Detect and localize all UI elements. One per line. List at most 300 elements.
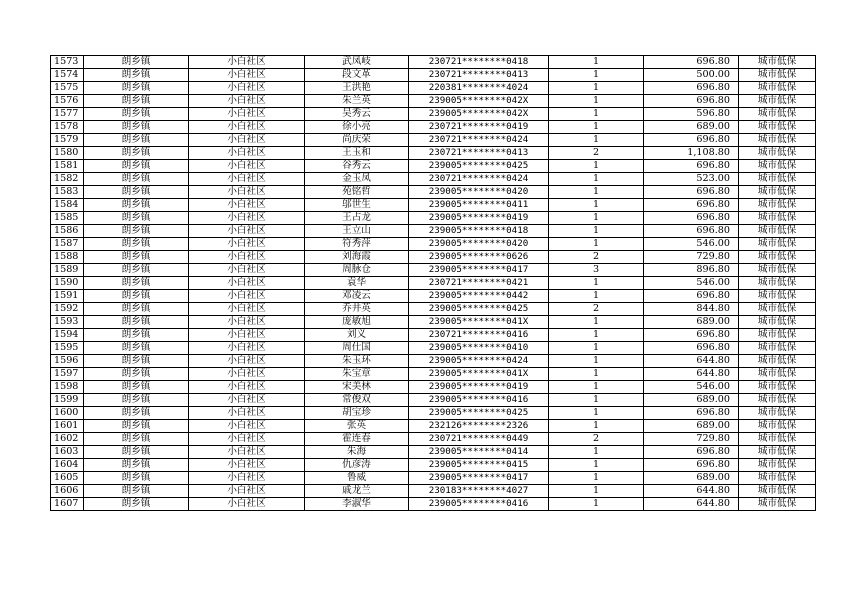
amount-cell: 689.00 <box>644 394 739 407</box>
household-count-cell: 1 <box>549 355 644 368</box>
amount-cell: 696.80 <box>644 186 739 199</box>
town-cell: 朗乡镇 <box>84 225 189 238</box>
amount-cell: 696.80 <box>644 225 739 238</box>
household-count-cell: 2 <box>549 251 644 264</box>
id-number-cell: 230721********0424 <box>409 173 549 186</box>
table-row <box>51 485 816 498</box>
amount-cell: 696.80 <box>644 290 739 303</box>
amount-cell: 689.00 <box>644 420 739 433</box>
assistance-type-cell: 城市低保 <box>739 368 816 381</box>
assistance-type-cell: 城市低保 <box>739 381 816 394</box>
town-cell: 朗乡镇 <box>84 238 189 251</box>
name-cell: 袁华 <box>305 277 409 290</box>
assistance-type-cell: 城市低保 <box>739 147 816 160</box>
row-number-cell: 1600 <box>51 407 84 420</box>
row-number-cell: 1578 <box>51 121 84 134</box>
town-cell: 朗乡镇 <box>84 95 189 108</box>
town-cell: 朗乡镇 <box>84 472 189 485</box>
household-count-cell: 1 <box>549 446 644 459</box>
row-number-cell: 1597 <box>51 368 84 381</box>
id-number-cell: 230721********0419 <box>409 121 549 134</box>
assistance-type-cell: 城市低保 <box>739 134 816 147</box>
assistance-type-cell: 城市低保 <box>739 316 816 329</box>
id-number-cell: 230183********4027 <box>409 485 549 498</box>
amount-cell: 644.80 <box>644 355 739 368</box>
row-number-cell: 1586 <box>51 225 84 238</box>
community-cell: 小白社区 <box>189 199 305 212</box>
assistance-type-cell: 城市低保 <box>739 329 816 342</box>
name-cell: 谷秀云 <box>305 160 409 173</box>
town-cell: 朗乡镇 <box>84 329 189 342</box>
town-cell: 朗乡镇 <box>84 147 189 160</box>
community-cell: 小白社区 <box>189 420 305 433</box>
table-row <box>51 355 816 368</box>
town-cell: 朗乡镇 <box>84 173 189 186</box>
id-number-cell: 239005********0416 <box>409 394 549 407</box>
household-count-cell: 2 <box>549 147 644 160</box>
community-cell: 小白社区 <box>189 264 305 277</box>
town-cell: 朗乡镇 <box>84 303 189 316</box>
household-count-cell: 1 <box>549 498 644 511</box>
amount-cell: 696.80 <box>644 56 739 69</box>
id-number-cell: 239005********0410 <box>409 342 549 355</box>
assistance-type-cell: 城市低保 <box>739 394 816 407</box>
id-number-cell: 220381********4024 <box>409 82 549 95</box>
row-number-cell: 1573 <box>51 56 84 69</box>
table-row <box>51 121 816 134</box>
amount-cell: 1,108.80 <box>644 147 739 160</box>
household-count-cell: 1 <box>549 238 644 251</box>
household-count-cell: 1 <box>549 394 644 407</box>
household-count-cell: 1 <box>549 186 644 199</box>
table-row <box>51 316 816 329</box>
community-cell: 小白社区 <box>189 95 305 108</box>
row-number-cell: 1583 <box>51 186 84 199</box>
id-number-cell: 239005********0425 <box>409 303 549 316</box>
amount-cell: 644.80 <box>644 368 739 381</box>
community-cell: 小白社区 <box>189 381 305 394</box>
row-number-cell: 1581 <box>51 160 84 173</box>
town-cell: 朗乡镇 <box>84 498 189 511</box>
amount-cell: 729.80 <box>644 251 739 264</box>
id-number-cell: 239005********041X <box>409 316 549 329</box>
table-row <box>51 277 816 290</box>
town-cell: 朗乡镇 <box>84 69 189 82</box>
amount-cell: 696.80 <box>644 95 739 108</box>
household-count-cell: 1 <box>549 108 644 121</box>
name-cell: 周脉仓 <box>305 264 409 277</box>
community-cell: 小白社区 <box>189 303 305 316</box>
table-row <box>51 368 816 381</box>
table-row <box>51 108 816 121</box>
amount-cell: 689.00 <box>644 472 739 485</box>
id-number-cell: 239005********0417 <box>409 472 549 485</box>
community-cell: 小白社区 <box>189 186 305 199</box>
name-cell: 段文革 <box>305 69 409 82</box>
amount-cell: 696.80 <box>644 199 739 212</box>
assistance-type-cell: 城市低保 <box>739 186 816 199</box>
id-number-cell: 230721********0416 <box>409 329 549 342</box>
row-number-cell: 1605 <box>51 472 84 485</box>
amount-cell: 523.00 <box>644 173 739 186</box>
household-count-cell: 1 <box>549 407 644 420</box>
amount-cell: 696.80 <box>644 446 739 459</box>
name-cell: 金玉凤 <box>305 173 409 186</box>
household-count-cell: 1 <box>549 316 644 329</box>
household-count-cell: 1 <box>549 368 644 381</box>
community-cell: 小白社区 <box>189 290 305 303</box>
town-cell: 朗乡镇 <box>84 355 189 368</box>
assistance-type-cell: 城市低保 <box>739 342 816 355</box>
household-count-cell: 1 <box>549 485 644 498</box>
amount-cell: 689.00 <box>644 316 739 329</box>
amount-cell: 696.80 <box>644 459 739 472</box>
community-cell: 小白社区 <box>189 82 305 95</box>
household-count-cell: 1 <box>549 381 644 394</box>
community-cell: 小白社区 <box>189 147 305 160</box>
town-cell: 朗乡镇 <box>84 56 189 69</box>
household-count-cell: 1 <box>549 134 644 147</box>
town-cell: 朗乡镇 <box>84 407 189 420</box>
household-count-cell: 1 <box>549 173 644 186</box>
name-cell: 霍连春 <box>305 433 409 446</box>
table-row <box>51 420 816 433</box>
table-row <box>51 212 816 225</box>
household-count-cell: 1 <box>549 82 644 95</box>
name-cell: 张英 <box>305 420 409 433</box>
assistance-type-cell: 城市低保 <box>739 472 816 485</box>
town-cell: 朗乡镇 <box>84 186 189 199</box>
name-cell: 刘义 <box>305 329 409 342</box>
town-cell: 朗乡镇 <box>84 134 189 147</box>
assistance-type-cell: 城市低保 <box>739 56 816 69</box>
name-cell: 刘海霞 <box>305 251 409 264</box>
table-row <box>51 329 816 342</box>
amount-cell: 696.80 <box>644 82 739 95</box>
assistance-type-cell: 城市低保 <box>739 82 816 95</box>
row-number-cell: 1602 <box>51 433 84 446</box>
table-row <box>51 225 816 238</box>
table-row <box>51 173 816 186</box>
assistance-type-cell: 城市低保 <box>739 69 816 82</box>
name-cell: 仇彦涛 <box>305 459 409 472</box>
table-row <box>51 56 816 69</box>
household-count-cell: 1 <box>549 342 644 355</box>
town-cell: 朗乡镇 <box>84 459 189 472</box>
name-cell: 朱兰英 <box>305 95 409 108</box>
row-number-cell: 1580 <box>51 147 84 160</box>
table-row <box>51 69 816 82</box>
id-number-cell: 239005********0415 <box>409 459 549 472</box>
table-row <box>51 459 816 472</box>
community-cell: 小白社区 <box>189 498 305 511</box>
town-cell: 朗乡镇 <box>84 160 189 173</box>
name-cell: 胡宝珍 <box>305 407 409 420</box>
household-count-cell: 1 <box>549 472 644 485</box>
amount-cell: 696.80 <box>644 329 739 342</box>
household-count-cell: 1 <box>549 212 644 225</box>
assistance-type-cell: 城市低保 <box>739 498 816 511</box>
community-cell: 小白社区 <box>189 485 305 498</box>
name-cell: 李淑华 <box>305 498 409 511</box>
table-row <box>51 407 816 420</box>
assistance-type-cell: 城市低保 <box>739 446 816 459</box>
community-cell: 小白社区 <box>189 251 305 264</box>
assistance-type-cell: 城市低保 <box>739 277 816 290</box>
household-count-cell: 1 <box>549 329 644 342</box>
row-number-cell: 1590 <box>51 277 84 290</box>
town-cell: 朗乡镇 <box>84 394 189 407</box>
table-row <box>51 134 816 147</box>
assistance-type-cell: 城市低保 <box>739 355 816 368</box>
assistance-type-cell: 城市低保 <box>739 238 816 251</box>
assistance-type-cell: 城市低保 <box>739 160 816 173</box>
id-number-cell: 239005********042X <box>409 108 549 121</box>
table-body <box>51 56 816 511</box>
town-cell: 朗乡镇 <box>84 433 189 446</box>
assistance-type-cell: 城市低保 <box>739 225 816 238</box>
household-count-cell: 2 <box>549 433 644 446</box>
table-row <box>51 498 816 511</box>
name-cell: 武凤岐 <box>305 56 409 69</box>
id-number-cell: 239005********0420 <box>409 186 549 199</box>
community-cell: 小白社区 <box>189 394 305 407</box>
name-cell: 戚龙兰 <box>305 485 409 498</box>
id-number-cell: 239005********0424 <box>409 355 549 368</box>
row-number-cell: 1592 <box>51 303 84 316</box>
community-cell: 小白社区 <box>189 316 305 329</box>
id-number-cell: 239005********0425 <box>409 160 549 173</box>
assistance-type-cell: 城市低保 <box>739 290 816 303</box>
household-count-cell: 1 <box>549 160 644 173</box>
household-count-cell: 1 <box>549 459 644 472</box>
community-cell: 小白社区 <box>189 368 305 381</box>
table-row <box>51 394 816 407</box>
community-cell: 小白社区 <box>189 108 305 121</box>
household-count-cell: 3 <box>549 264 644 277</box>
table-row <box>51 472 816 485</box>
town-cell: 朗乡镇 <box>84 212 189 225</box>
id-number-cell: 239005********0419 <box>409 381 549 394</box>
row-number-cell: 1591 <box>51 290 84 303</box>
table-row <box>51 95 816 108</box>
id-number-cell: 239005********0414 <box>409 446 549 459</box>
community-cell: 小白社区 <box>189 56 305 69</box>
community-cell: 小白社区 <box>189 212 305 225</box>
id-number-cell: 239005********042X <box>409 95 549 108</box>
id-number-cell: 230721********0413 <box>409 147 549 160</box>
town-cell: 朗乡镇 <box>84 485 189 498</box>
amount-cell: 644.80 <box>644 485 739 498</box>
row-number-cell: 1576 <box>51 95 84 108</box>
community-cell: 小白社区 <box>189 238 305 251</box>
row-number-cell: 1577 <box>51 108 84 121</box>
name-cell: 宋美林 <box>305 381 409 394</box>
household-count-cell: 1 <box>549 69 644 82</box>
row-number-cell: 1598 <box>51 381 84 394</box>
table-row <box>51 303 816 316</box>
id-number-cell: 239005********0442 <box>409 290 549 303</box>
row-number-cell: 1582 <box>51 173 84 186</box>
name-cell: 王占龙 <box>305 212 409 225</box>
name-cell: 庞敏旭 <box>305 316 409 329</box>
assistance-type-cell: 城市低保 <box>739 420 816 433</box>
community-cell: 小白社区 <box>189 433 305 446</box>
id-number-cell: 239005********0425 <box>409 407 549 420</box>
town-cell: 朗乡镇 <box>84 381 189 394</box>
community-cell: 小白社区 <box>189 459 305 472</box>
household-count-cell: 1 <box>549 225 644 238</box>
name-cell: 苑铭哲 <box>305 186 409 199</box>
id-number-cell: 239005********0626 <box>409 251 549 264</box>
name-cell: 乔井英 <box>305 303 409 316</box>
town-cell: 朗乡镇 <box>84 420 189 433</box>
row-number-cell: 1604 <box>51 459 84 472</box>
amount-cell: 546.00 <box>644 381 739 394</box>
table-row <box>51 160 816 173</box>
assistance-type-cell: 城市低保 <box>739 121 816 134</box>
id-number-cell: 230721********0424 <box>409 134 549 147</box>
assistance-type-cell: 城市低保 <box>739 485 816 498</box>
name-cell: 王玉和 <box>305 147 409 160</box>
row-number-cell: 1574 <box>51 69 84 82</box>
town-cell: 朗乡镇 <box>84 82 189 95</box>
household-count-cell: 1 <box>549 95 644 108</box>
assistance-type-cell: 城市低保 <box>739 108 816 121</box>
community-cell: 小白社区 <box>189 342 305 355</box>
row-number-cell: 1587 <box>51 238 84 251</box>
assistance-type-cell: 城市低保 <box>739 459 816 472</box>
id-number-cell: 230721********0418 <box>409 56 549 69</box>
name-cell: 王立山 <box>305 225 409 238</box>
name-cell: 常俊双 <box>305 394 409 407</box>
id-number-cell: 230721********0413 <box>409 69 549 82</box>
assistance-type-cell: 城市低保 <box>739 303 816 316</box>
community-cell: 小白社区 <box>189 355 305 368</box>
amount-cell: 696.80 <box>644 212 739 225</box>
row-number-cell: 1603 <box>51 446 84 459</box>
community-cell: 小白社区 <box>189 225 305 238</box>
community-cell: 小白社区 <box>189 69 305 82</box>
data-table <box>50 55 816 511</box>
amount-cell: 896.80 <box>644 264 739 277</box>
assistance-type-cell: 城市低保 <box>739 433 816 446</box>
amount-cell: 546.00 <box>644 277 739 290</box>
town-cell: 朗乡镇 <box>84 290 189 303</box>
table-row <box>51 238 816 251</box>
name-cell: 鲁威 <box>305 472 409 485</box>
town-cell: 朗乡镇 <box>84 277 189 290</box>
table-row <box>51 82 816 95</box>
id-number-cell: 230721********0449 <box>409 433 549 446</box>
town-cell: 朗乡镇 <box>84 342 189 355</box>
household-count-cell: 1 <box>549 56 644 69</box>
id-number-cell: 239005********0418 <box>409 225 549 238</box>
row-number-cell: 1594 <box>51 329 84 342</box>
town-cell: 朗乡镇 <box>84 108 189 121</box>
row-number-cell: 1579 <box>51 134 84 147</box>
assistance-type-cell: 城市低保 <box>739 407 816 420</box>
table-row <box>51 342 816 355</box>
community-cell: 小白社区 <box>189 277 305 290</box>
name-cell: 周仕国 <box>305 342 409 355</box>
assistance-type-cell: 城市低保 <box>739 212 816 225</box>
table-row <box>51 199 816 212</box>
community-cell: 小白社区 <box>189 446 305 459</box>
table-row <box>51 251 816 264</box>
town-cell: 朗乡镇 <box>84 199 189 212</box>
id-number-cell: 232126********2326 <box>409 420 549 433</box>
community-cell: 小白社区 <box>189 121 305 134</box>
community-cell: 小白社区 <box>189 407 305 420</box>
assistance-type-cell: 城市低保 <box>739 95 816 108</box>
household-count-cell: 1 <box>549 121 644 134</box>
name-cell: 吴秀云 <box>305 108 409 121</box>
table-row <box>51 290 816 303</box>
row-number-cell: 1585 <box>51 212 84 225</box>
community-cell: 小白社区 <box>189 173 305 186</box>
name-cell: 邬世生 <box>305 199 409 212</box>
amount-cell: 696.80 <box>644 134 739 147</box>
town-cell: 朗乡镇 <box>84 446 189 459</box>
id-number-cell: 239005********041X <box>409 368 549 381</box>
household-count-cell: 1 <box>549 290 644 303</box>
row-number-cell: 1595 <box>51 342 84 355</box>
row-number-cell: 1584 <box>51 199 84 212</box>
town-cell: 朗乡镇 <box>84 251 189 264</box>
town-cell: 朗乡镇 <box>84 368 189 381</box>
id-number-cell: 239005********0411 <box>409 199 549 212</box>
household-count-cell: 1 <box>549 199 644 212</box>
id-number-cell: 239005********0417 <box>409 264 549 277</box>
amount-cell: 696.80 <box>644 160 739 173</box>
name-cell: 王洪艳 <box>305 82 409 95</box>
id-number-cell: 230721********0421 <box>409 277 549 290</box>
table-row <box>51 433 816 446</box>
household-count-cell: 1 <box>549 420 644 433</box>
row-number-cell: 1601 <box>51 420 84 433</box>
amount-cell: 844.80 <box>644 303 739 316</box>
table-row <box>51 186 816 199</box>
town-cell: 朗乡镇 <box>84 121 189 134</box>
row-number-cell: 1588 <box>51 251 84 264</box>
amount-cell: 696.80 <box>644 407 739 420</box>
name-cell: 朱玉环 <box>305 355 409 368</box>
row-number-cell: 1596 <box>51 355 84 368</box>
assistance-type-cell: 城市低保 <box>739 264 816 277</box>
row-number-cell: 1593 <box>51 316 84 329</box>
name-cell: 符秀萍 <box>305 238 409 251</box>
id-number-cell: 239005********0416 <box>409 498 549 511</box>
id-number-cell: 239005********0420 <box>409 238 549 251</box>
amount-cell: 644.80 <box>644 498 739 511</box>
amount-cell: 696.80 <box>644 342 739 355</box>
household-count-cell: 2 <box>549 303 644 316</box>
household-count-cell: 1 <box>549 277 644 290</box>
assistance-type-cell: 城市低保 <box>739 251 816 264</box>
row-number-cell: 1575 <box>51 82 84 95</box>
id-number-cell: 239005********0419 <box>409 212 549 225</box>
name-cell: 朱海 <box>305 446 409 459</box>
community-cell: 小白社区 <box>189 329 305 342</box>
assistance-type-cell: 城市低保 <box>739 199 816 212</box>
amount-cell: 546.00 <box>644 238 739 251</box>
name-cell: 尚庆荣 <box>305 134 409 147</box>
table-row <box>51 381 816 394</box>
name-cell: 邓凌云 <box>305 290 409 303</box>
table-row <box>51 446 816 459</box>
table-row <box>51 264 816 277</box>
